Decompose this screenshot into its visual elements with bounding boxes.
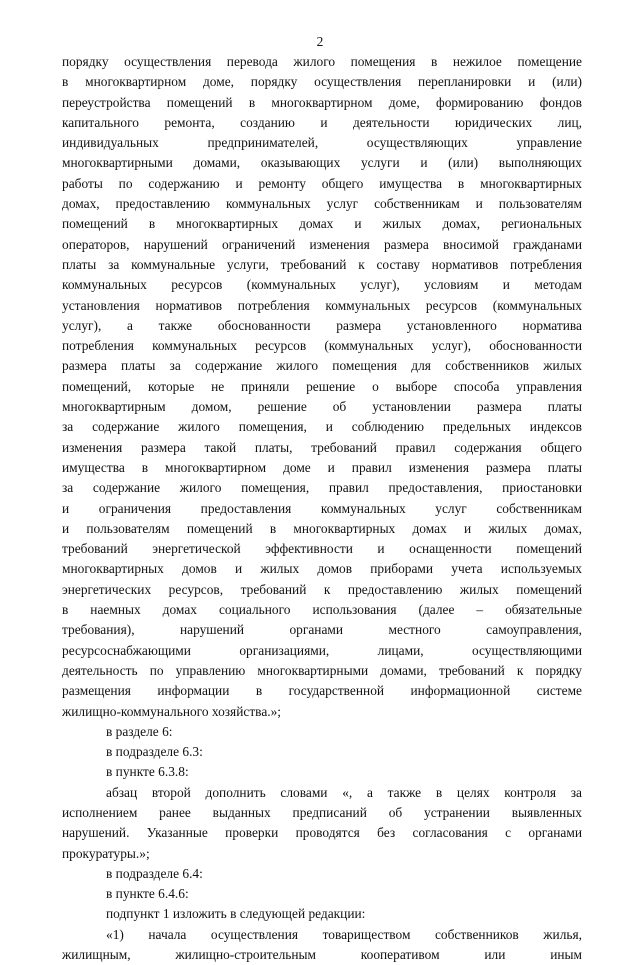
text-line: платы за коммунальные услуги, требований к составу нормативов потребления — [62, 256, 582, 272]
document-body — [62, 52, 582, 965]
text-line: в пункте 6.4.6: — [106, 886, 189, 902]
text-line: услуг), а также обоснованности размера установленного норматива — [62, 317, 582, 333]
text-line: индивидуальных предпринимателей, осуществляющих управление — [62, 135, 582, 151]
text-line: «1) начала осуществления товариществом собственников жилья, — [106, 926, 582, 942]
text-line: коммунальных ресурсов (коммунальных услуг), условиям и методам — [62, 277, 582, 293]
text-line: многоквартирных домов и жилых домов приборами учета используемых — [62, 561, 582, 577]
text-line: операторов, нарушений ограничений изменения размера вносимой гражданами — [62, 236, 582, 252]
text-line: жилищным, жилищно-строительным кооперативом или иным — [62, 947, 582, 963]
text-line: имущества в многоквартирном доме и правил изменения размера платы — [62, 459, 582, 475]
text-line: деятельность по управлению многоквартирными домами, требований к порядку — [62, 662, 582, 678]
text-line: абзац второй дополнить словами «, а также в целях контроля за — [106, 784, 582, 800]
text-line: в многоквартирном доме, порядку осуществления перепланировки и (или) — [62, 74, 582, 90]
text-line: в подразделе 6.3: — [106, 744, 203, 760]
text-line: размера платы за содержание жилого помещения для собственников жилых — [62, 358, 582, 374]
text-line: переустройства помещений в многоквартирном доме, формированию фондов — [62, 94, 582, 110]
text-line: подпункт 1 изложить в следующей редакции: — [106, 906, 366, 922]
text-line: помещений, которые не приняли решение о выборе способа управления — [62, 378, 582, 394]
text-line: размещения информации в государственной информационной системе — [62, 683, 582, 699]
text-line: требования), нарушений органами местного самоуправления, — [62, 622, 582, 638]
text-line: изменения размера такой платы, требований правил содержания общего — [62, 439, 582, 455]
text-line: помещений в многоквартирных домах и жилых домах, региональных — [62, 216, 582, 232]
text-line: капитального ремонта, созданию и деятельности юридических лиц, — [62, 114, 582, 130]
text-line: установления нормативов потребления коммунальных ресурсов (коммунальных — [62, 297, 582, 313]
text-line: в наемных домах социального использования (далее – обязательные — [62, 602, 582, 618]
text-line: порядку осуществления перевода жилого помещения в нежилое помещение — [62, 54, 582, 69]
text-line: за содержание жилого помещения, и соблюдению предельных индексов — [62, 419, 582, 435]
text-line: и ограничения предоставления коммунальных услуг собственникам — [62, 500, 582, 516]
text-line: в подразделе 6.4: — [106, 865, 203, 881]
text-line: многоквартирными домами, оказывающих услуги и (или) выполняющих — [62, 155, 582, 171]
text-line: работы по содержанию и ремонту общего имущества в многоквартирных — [62, 175, 582, 191]
text-line: нарушений. Указанные проверки проводятся без согласования с органами — [62, 825, 582, 841]
text-line: и пользователям помещений в многоквартирных домах и жилых домах, — [62, 520, 582, 536]
text-line: многоквартирным домом, решение об установлении размера платы — [62, 399, 582, 415]
text-line: потребления коммунальных ресурсов (коммунальных услуг), обоснованности — [62, 338, 582, 354]
text-line: прокуратуры.»; — [62, 845, 150, 861]
text-line: энергетических ресурсов, требований к предоставлению жилых помещений — [62, 581, 582, 597]
text-line: требований энергетической эффективности и оснащенности помещений — [62, 541, 582, 557]
text-line: домах, предоставлению коммунальных услуг собственникам и пользователям — [62, 196, 582, 212]
page-number: 2 — [316, 34, 324, 49]
text-line: за содержание жилого помещения, правил предоставления, приостановки — [62, 480, 582, 496]
text-line: в пункте 6.3.8: — [106, 764, 189, 780]
text-line: ресурсоснабжающими организациями, лицами, осуществляющими — [62, 642, 582, 658]
text-line: в разделе 6: — [106, 723, 173, 739]
text-line: жилищно-коммунального хозяйства.»; — [62, 703, 282, 719]
text-line: исполнением ранее выданных предписаний об устранении выявленных — [62, 804, 582, 820]
